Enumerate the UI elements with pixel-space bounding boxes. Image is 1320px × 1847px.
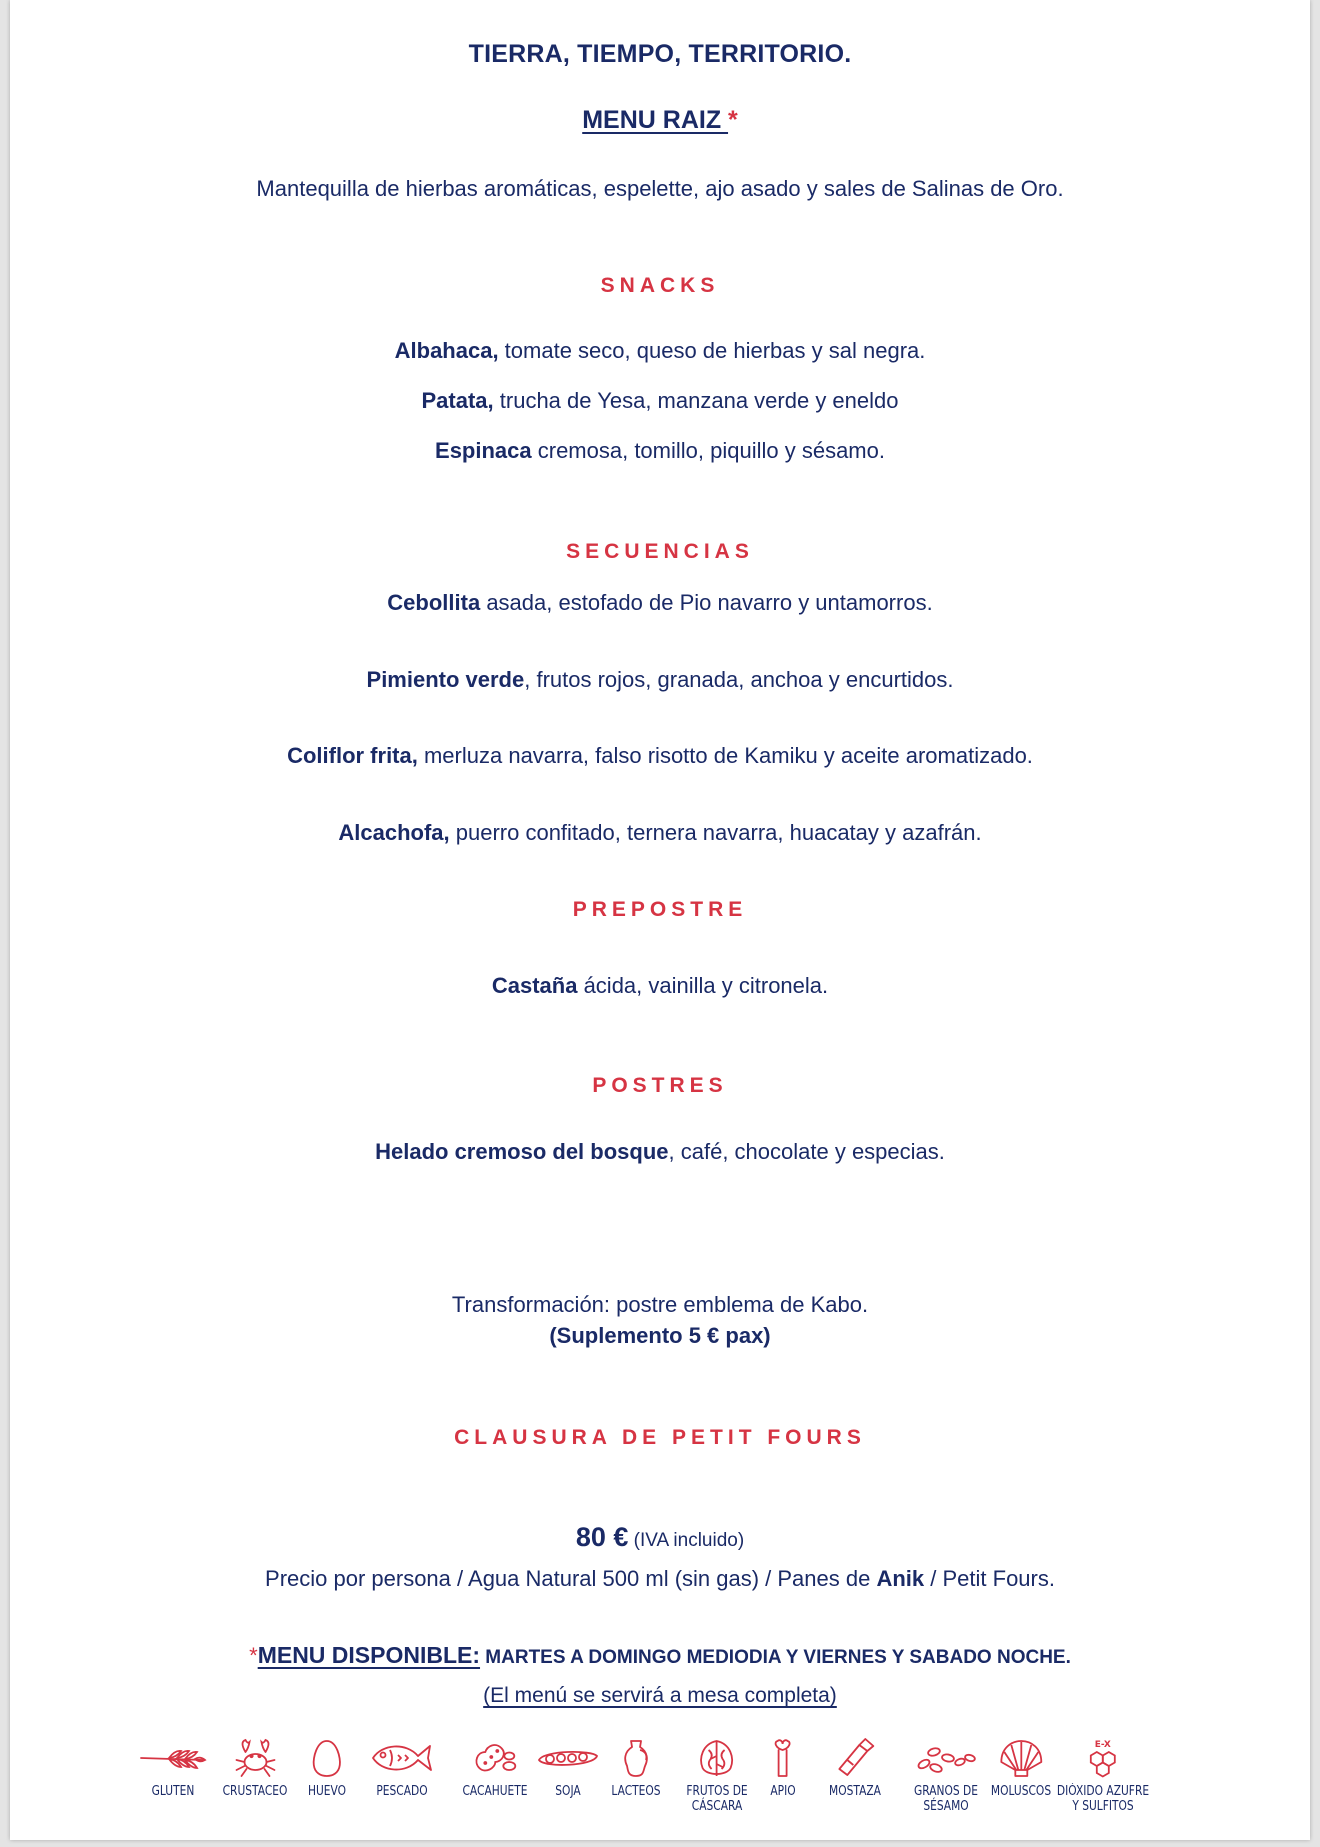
dish-line bbox=[10, 1139, 1310, 1165]
intro-line: Mantequilla de hierbas aromáticas, espelette, ajo asado y sales de Salinas de Oro. bbox=[256, 176, 1064, 201]
menu-title: TIERRA, TIEMPO, TERRITORIO. bbox=[468, 40, 852, 68]
dish-line bbox=[10, 438, 1310, 464]
dish-line bbox=[10, 743, 1310, 769]
price-includes-text: Precio por persona / Agua Natural 500 ml (sin gas) / Panes de bbox=[265, 1566, 877, 1591]
crab-icon bbox=[233, 1738, 277, 1778]
dish-description: puerro confitado, ternera navarra, huacatay y azafrán. bbox=[449, 820, 982, 845]
dish-line bbox=[10, 820, 1310, 846]
sulphite-icon bbox=[1083, 1738, 1123, 1778]
allergen-mostaza bbox=[823, 1738, 886, 1799]
allergen-label: CRUSTACEO bbox=[222, 1784, 288, 1799]
egg-icon bbox=[309, 1738, 345, 1778]
dish-description: asada, estofado de Pio navarro y untamorros. bbox=[480, 590, 933, 615]
allergen-label: SOJA bbox=[555, 1784, 581, 1799]
section-heading-snacks: SNACKS bbox=[600, 274, 720, 297]
allergen-sulfitos bbox=[1047, 1738, 1159, 1814]
allergen-soja bbox=[536, 1738, 600, 1799]
allergen-label: FRUTOS DE CÁSCARA bbox=[686, 1784, 748, 1814]
dish-line bbox=[10, 338, 1310, 364]
price-line bbox=[10, 1522, 1310, 1553]
availability-label: MENU DISPONIBLE: bbox=[257, 1642, 481, 1668]
menu-name bbox=[10, 106, 1310, 135]
dish-description: ácida, vainilla y citronela. bbox=[577, 973, 829, 998]
dish-name: Helado cremoso del bosque bbox=[375, 1139, 669, 1164]
menu-name-asterisk: * bbox=[728, 106, 738, 134]
allergen-legend bbox=[135, 1738, 1215, 1838]
dish-name: Castaña bbox=[491, 973, 578, 998]
allergen-label: LACTEOS bbox=[611, 1784, 661, 1799]
dish-description: tomate seco, queso de hierbas y sal negra. bbox=[498, 338, 926, 363]
dish-name: Pimiento verde bbox=[366, 667, 525, 692]
section-heading-secuencias: SECUENCIAS bbox=[566, 540, 754, 563]
supplement-note: (Suplemento 5 € pax) bbox=[549, 1323, 771, 1348]
nut-icon bbox=[695, 1738, 739, 1778]
mustard-icon bbox=[833, 1738, 877, 1778]
dish-name: Patata, bbox=[421, 388, 494, 413]
dish-description: , café, chocolate y especias. bbox=[668, 1139, 945, 1164]
milk-icon bbox=[618, 1738, 654, 1778]
menu-page bbox=[10, 0, 1310, 1840]
allergen-apio bbox=[768, 1738, 799, 1799]
allergen-label: PESCADO bbox=[376, 1784, 428, 1799]
soy-icon bbox=[536, 1738, 600, 1778]
allergen-label: MOLUSCOS bbox=[990, 1784, 1052, 1799]
wheat-icon bbox=[139, 1738, 207, 1778]
transformation-note: Transformación: postre emblema de Kabo. bbox=[451, 1292, 869, 1317]
sesame-icon bbox=[914, 1738, 978, 1778]
price-includes-end: / Petit Fours. bbox=[924, 1566, 1055, 1591]
allergen-gluten bbox=[139, 1738, 207, 1799]
dish-name: Albahaca, bbox=[394, 338, 499, 363]
dish-description: merluza navarra, falso risotto de Kamiku y aceite aromatizado. bbox=[417, 743, 1033, 768]
availability-line bbox=[10, 1642, 1310, 1669]
allergen-sesamo bbox=[907, 1738, 985, 1814]
dish-name: Espinaca bbox=[435, 438, 532, 463]
allergen-label: MOSTAZA bbox=[829, 1784, 881, 1799]
dish-line bbox=[10, 667, 1310, 693]
allergen-label: GLUTEN bbox=[151, 1784, 195, 1799]
sulphite-badge: E-X bbox=[1094, 1740, 1112, 1750]
celery-icon bbox=[768, 1738, 798, 1778]
allergen-label: HUEVO bbox=[307, 1784, 347, 1799]
dish-name: Cebollita bbox=[387, 590, 481, 615]
dish-line bbox=[10, 973, 1310, 999]
price-iva: (IVA incluido) bbox=[628, 1530, 745, 1551]
dish-line bbox=[10, 388, 1310, 414]
section-heading-postres: POSTRES bbox=[592, 1074, 728, 1097]
allergen-frutos-cascara bbox=[680, 1738, 755, 1814]
dish-line bbox=[10, 590, 1310, 616]
allergen-label: APIO bbox=[770, 1784, 796, 1799]
allergen-huevo bbox=[304, 1738, 350, 1799]
price-includes bbox=[10, 1566, 1310, 1592]
allergen-cacahuete bbox=[455, 1738, 534, 1799]
dish-description: trucha de Yesa, manzana verde y eneldo bbox=[493, 388, 899, 413]
dish-description: , frutos rojos, granada, anchoa y encurtidos. bbox=[524, 667, 954, 692]
price-includes-bread: Anik bbox=[876, 1566, 925, 1591]
fish-icon bbox=[370, 1738, 434, 1778]
allergen-label: DIÓXIDO AZUFRE Y SULFITOS bbox=[1056, 1784, 1150, 1814]
dish-description: cremosa, tomillo, piquillo y sésamo. bbox=[531, 438, 885, 463]
allergen-crustaceo bbox=[216, 1738, 295, 1799]
availability-note: (El menú se servirá a mesa completa) bbox=[483, 1684, 837, 1707]
allergen-label: GRANOS DE SÉSAMO bbox=[914, 1784, 978, 1814]
allergen-pescado bbox=[370, 1738, 434, 1799]
shell-icon bbox=[997, 1738, 1045, 1778]
section-heading-closing: CLAUSURA DE PETIT FOURS bbox=[454, 1426, 866, 1449]
dish-name: Coliflor frita, bbox=[287, 743, 418, 768]
price-amount: 80 € bbox=[575, 1522, 629, 1552]
availability-asterisk: * bbox=[249, 1643, 258, 1668]
allergen-label: CACAHUETE bbox=[462, 1784, 528, 1799]
menu-name-text: MENU RAIZ bbox=[582, 106, 729, 134]
availability-text: MARTES A DOMINGO MEDIODIA Y VIERNES Y SABADO NOCHE. bbox=[480, 1647, 1071, 1668]
allergen-lacteos bbox=[606, 1738, 666, 1799]
peanut-icon bbox=[471, 1738, 519, 1778]
section-heading-prepostre: PREPOSTRE bbox=[572, 898, 748, 921]
dish-name: Alcachofa, bbox=[338, 820, 450, 845]
